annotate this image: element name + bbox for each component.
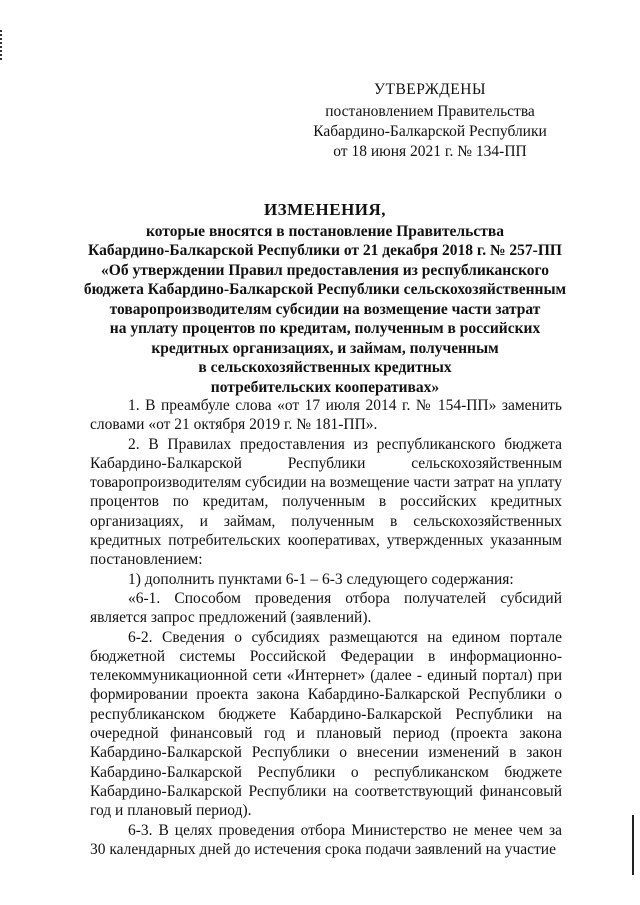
approval-line: Кабардино-Балкарской Республики [313,123,547,140]
paragraph-6: 6-3. В целях проведения отбора Министерство не менее чем за 30 календарных дней до истечения срока подачи заявлений на участие [90,821,562,858]
paragraph-5: 6-2. Сведения о субсидиях размещаются на едином портале бюджетной системы Российской Федерации в информационно-телекоммуникационной сети «Интернет» (далее - единый портал) при формировании проекта закона Кабардино-Балкарской Республики о республиканском бюджете Кабардино-Балкарской Республики на очередной финансовый год и плановый период (проекта закона Кабардино-Балкарской Республики о внесении изменений в закон Кабардино-Балкарской Республики о республиканском бюджете Кабардино-Балкарской Республики на соответствующий финансовый год и плановый период). [90,628,562,820]
approval-stamp [300,80,560,162]
paragraph-3: 1) дополнить пунктами 6-1 – 6-3 следующего содержания: [128,570,514,588]
approval-line: постановлением Правительства [325,103,535,120]
document-title [70,200,580,397]
title-line: кредитных организациях, и займам, полученным [151,339,499,357]
title-line: «Об утверждении Правил предоставления из республиканского [101,261,549,279]
paragraph-1: 1. В преамбуле слова «от 17 июля 2014 г. № 154-ПП» заменить словами «от 21 октября 2019 г. № 181-ПП». [90,397,562,434]
title-line: которые вносятся в постановление Правительства [146,222,504,240]
document-body [90,396,562,859]
paragraph-2: 2. В Правилах предоставления из республиканского бюджета Кабардино-Балкарской Республики сельскохозяйственным товаропроизводителям субсидии на возмещение части затрат на уплату процентов по кредитам, полученным в российских кредитных организациях, и займам, полученным в сельскохозяйственных кредитных потребительских кооперативах, утвержденных указанным постановлением: [90,435,562,569]
title-line: товаропроизводителям субсидии на возмещение части затрат [109,300,541,318]
paragraph-4: «6-1. Способом проведения отбора получателей субсидий является запрос предложений (заявлений). [90,589,562,627]
title-line: бюджета Кабардино-Балкарской Республики сельскохозяйственным [83,281,567,298]
title-line: потребительских кооперативах» [210,378,440,396]
title-line: на уплату процентов по кредитам, полученным в российских [109,320,541,337]
title-line: в сельскохозяйственных кредитных [198,359,452,376]
title-main: ИЗМЕНЕНИЯ, [263,200,387,219]
scan-edge-mark [632,815,634,875]
title-line: Кабардино-Балкарской Республики от 21 декабря 2018 г. № 257-ПП [88,242,562,259]
scan-margin-mark [0,30,4,60]
approval-line: от 18 июня 2021 г. № 134-ПП [333,143,527,160]
approval-heading: УТВЕРЖДЕНЫ [374,81,486,98]
